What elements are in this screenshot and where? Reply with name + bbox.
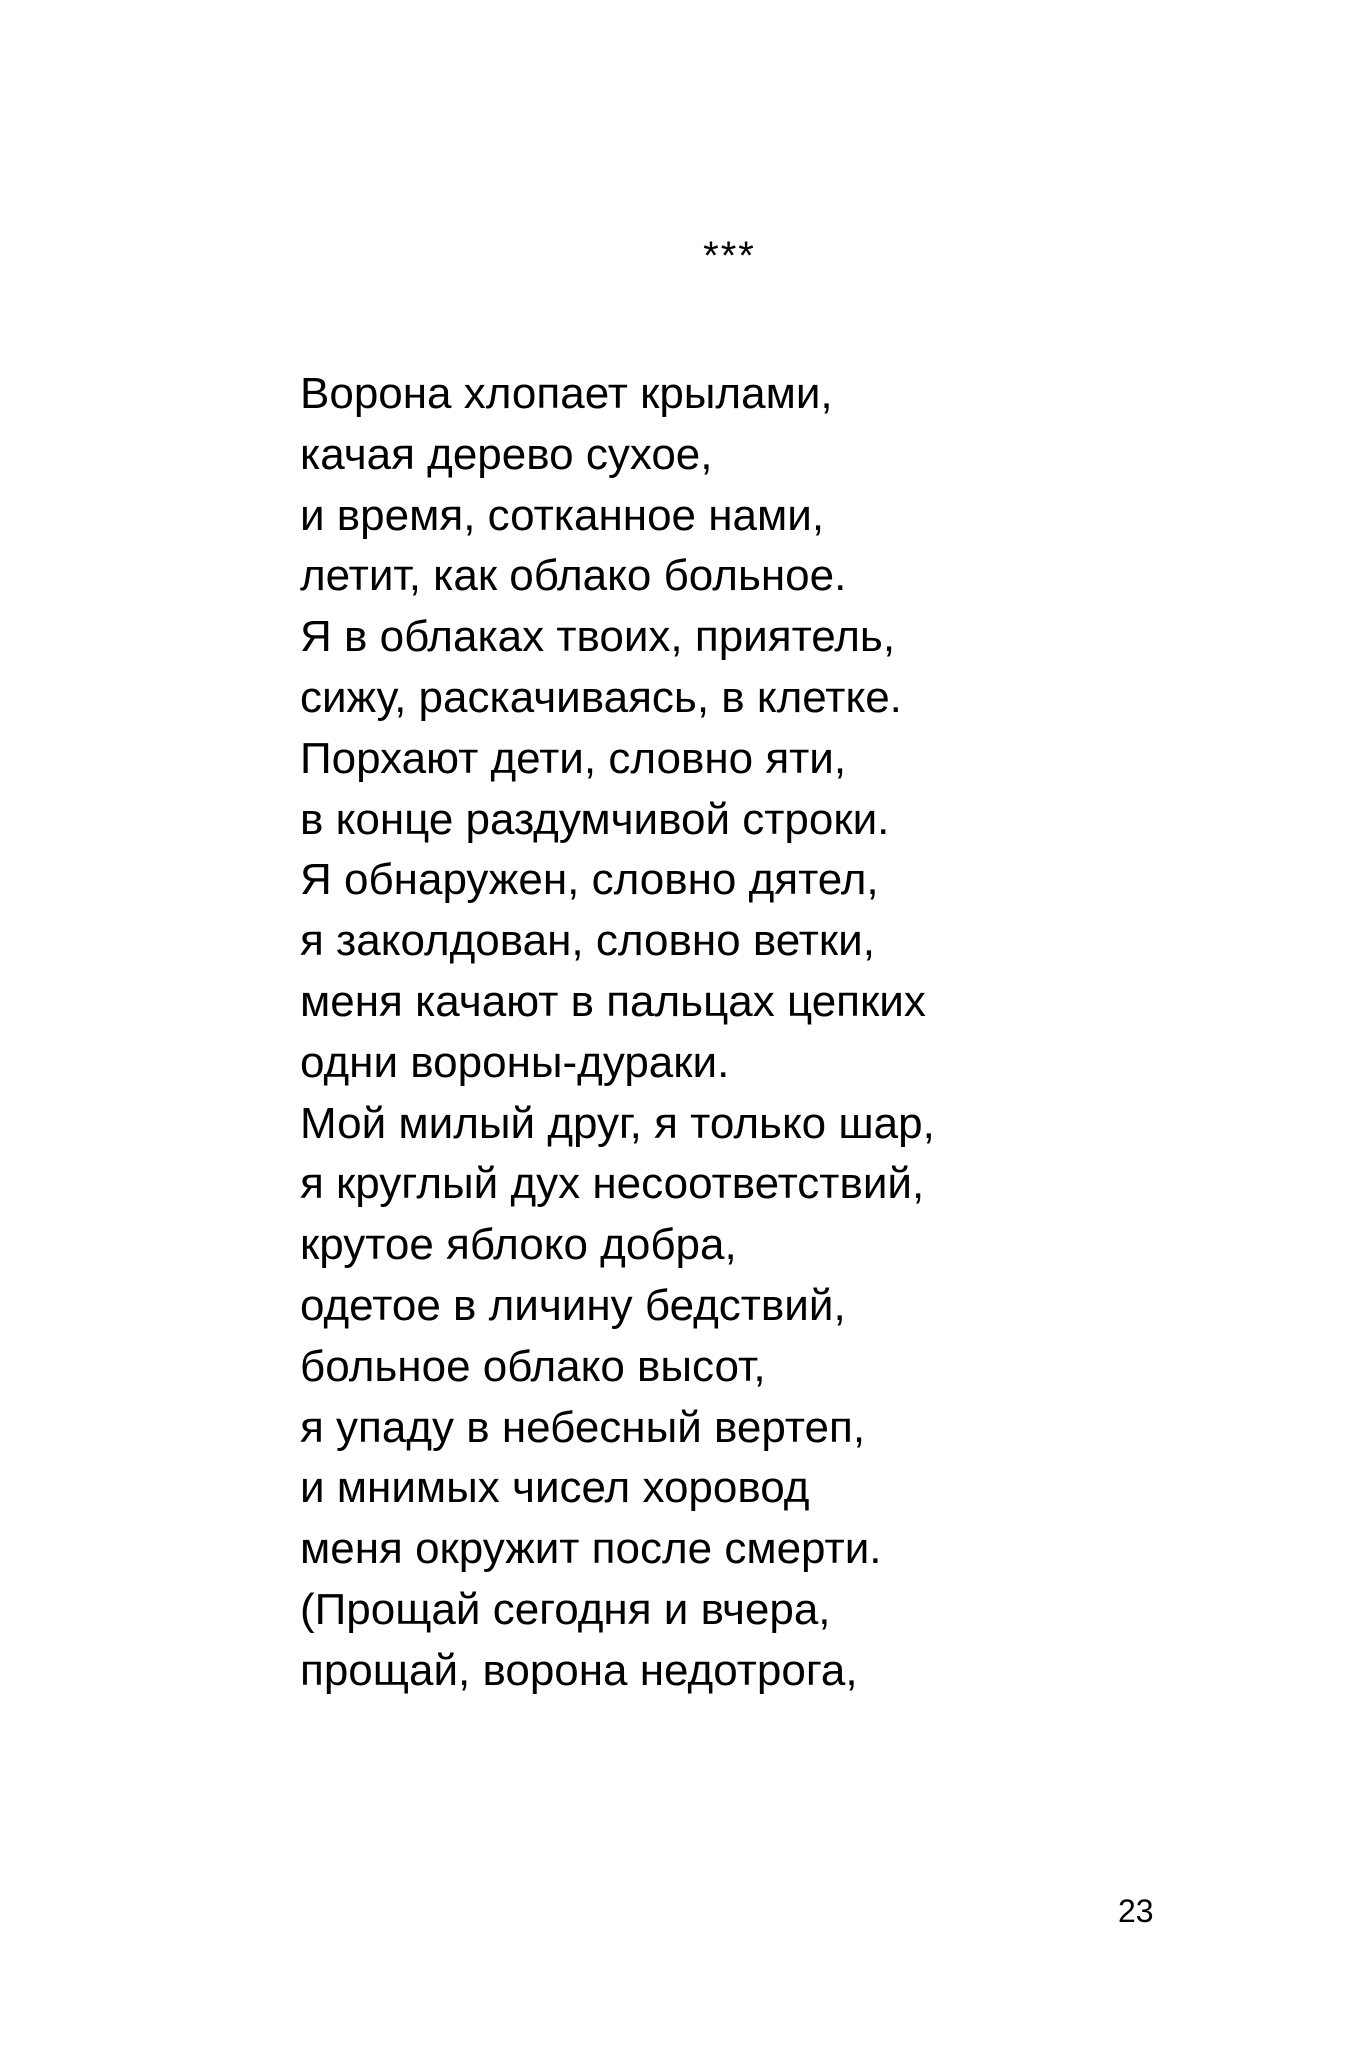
poem-line: больное облако высот, xyxy=(300,1341,766,1391)
poem-line: я заколдован, словно ветки, xyxy=(300,916,875,966)
poem-line: качая дерево сухое, xyxy=(300,429,713,479)
poem-line: прощай, ворона недотрога, xyxy=(300,1645,858,1695)
poem-line: Ворона хлопает крылами, xyxy=(300,369,833,418)
poem-line: Я в облаках твоих, приятель, xyxy=(300,612,896,662)
poem-line: в конце раздумчивой строки. xyxy=(300,794,890,844)
poem-line: меня окружит после смерти. xyxy=(300,1524,882,1574)
poem-line: меня качают в пальцах цепких xyxy=(300,976,926,1026)
poem-line: одетое в личину бедствий, xyxy=(300,1280,846,1330)
section-separator: *** xyxy=(703,234,756,278)
poem-line: Мой милый друг, я только шар, xyxy=(300,1098,935,1148)
poem-line: Порхают дети, словно яти, xyxy=(300,733,847,783)
page-number: 23 xyxy=(1118,1893,1154,1929)
poem-line: я упаду в небесный вертеп, xyxy=(300,1402,866,1452)
poem-text xyxy=(300,364,1280,1702)
poem-line: сижу, раскачиваясь, в клетке. xyxy=(300,672,902,722)
poem-line: летит, как облако больное. xyxy=(300,551,847,601)
poem-line: крутое яблоко добра, xyxy=(300,1220,737,1270)
poem-line: и время, сотканное нами, xyxy=(300,490,825,540)
poem-line: Я обнаружен, словно дятел, xyxy=(300,855,879,905)
poem-line: (Прощай сегодня и вчера, xyxy=(300,1584,831,1634)
poem-line: одни вороны-дураки. xyxy=(300,1037,730,1087)
poem-line: я круглый дух несоответствий, xyxy=(300,1159,925,1209)
poem-line: и мнимых чисел хоровод xyxy=(300,1463,810,1513)
